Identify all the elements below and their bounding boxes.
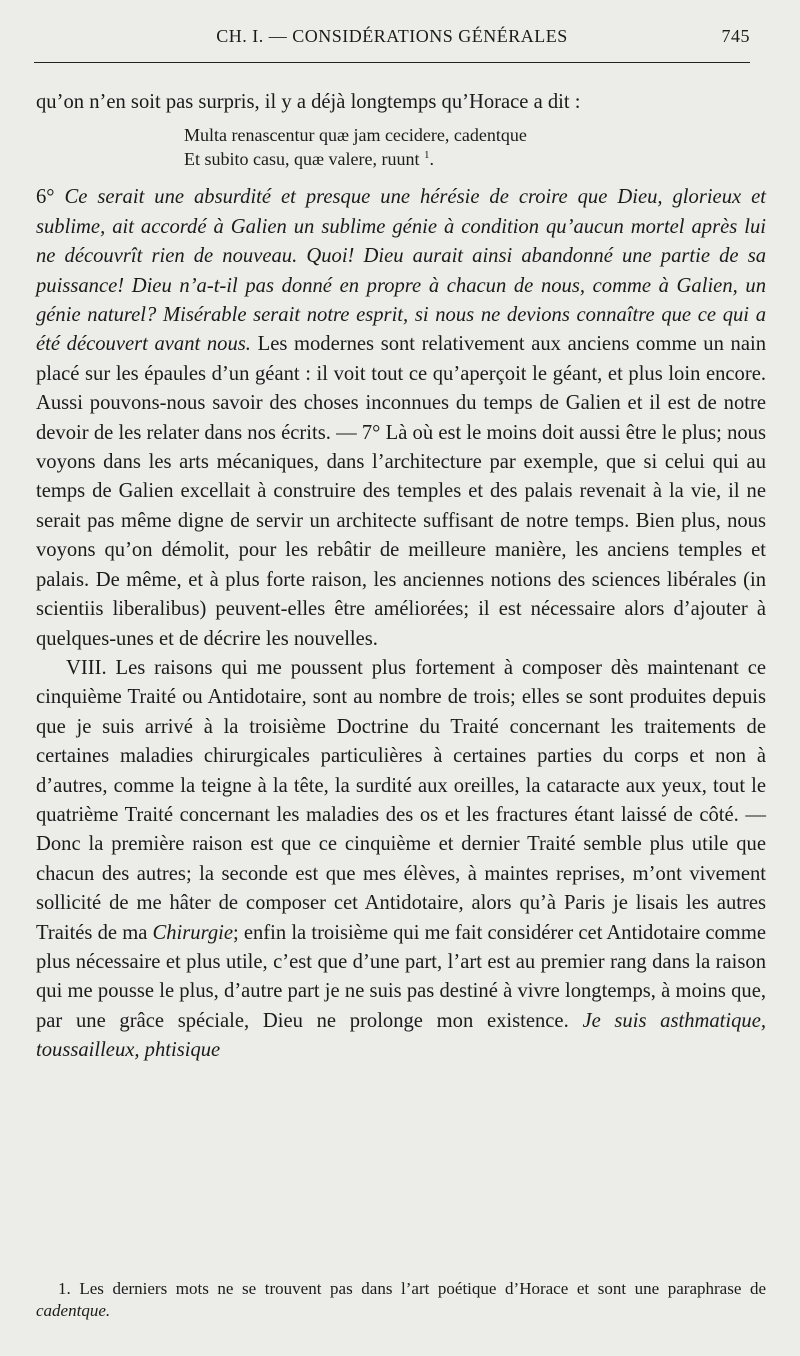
paragraph-2-rest: Les modernes sont relativement aux anciens comme un nain placé sur les épaules d’un géant : il voit tout ce qu’aperçoit le géant, et plus loin encore. Aussi pouvons-nous savoir des choses inconnues du temps de Galien et il est de notre devoir de les relater dans nos écrits. — 7° Là où est le moins doit aussi être le plus; nous voyons dans les arts mécaniques, dans l’architecture par exemple, que si celui qui au temps de Galien excellait à construire des temples et des palais revenait à la vie, il ne serait pas même digne de servir un architecte suffisant de notre temps. Bien plus, nous voyons qu’on démolit, pour les rebâtir de meilleure manière, les anciens temples et palais. De même, et à plus forte raison, les anciennes notions des sciences libérales (in scientiis liberalibus) peuvent-elles être améliorées; il est nécessaire alors d’ajouter à quelques-unes et de décrire les nouvelles.: [36, 333, 766, 650]
verse-line-1: Multa renascentur quæ jam cecidere, cadentque: [184, 125, 527, 146]
footnote-ref: 1: [423, 149, 430, 162]
running-header: [34, 26, 750, 54]
footnote-1: [36, 1278, 766, 1322]
main-text: [36, 88, 766, 1066]
header-rule: [34, 62, 750, 63]
paragraph-3-start: VIII. Les raisons qui me poussent plus fortement à composer dès maintenant ce cinquième Traité ou Antidotaire, sont au nombre de trois; elles se sont produites depuis que je suis arrivé à la troisième Doctrine du Traité concernant les traitements de certaines maladies chirurgicales particulières à certaines parties du corps et non à d’autres, comme la teigne à la tête, la surdité aux oreilles, la cataracte aux yeux, tout le quatrième Traité concernant les maladies des os et les fractures étant laissé de côté. — Donc la première raison est que ce cinquième et dernier Traité semble plus utile que chacun des autres; la seconde est que mes élèves, à maintes reprises, m’ont vivement sollicité de me hâter de composer cet Antidotaire, alors qu’à Paris je lisais les autres Traités de ma: [36, 656, 766, 944]
paragraph-1: qu’on n’en soit pas surpris, il y a déjà longtemps qu’Horace a dit :: [36, 91, 581, 113]
footnote-1-italic: cadentque.: [36, 1301, 111, 1320]
footnotes: [36, 1278, 766, 1322]
footnote-1-text: 1. Les derniers mots ne se trouvent pas dans l’art poétique d’Horace et sont une paraphrase de: [58, 1279, 766, 1298]
paragraph-2: [36, 183, 766, 654]
verse-line-2-text: Et subito casu, quæ valere, ruunt: [184, 149, 420, 170]
page-number: 745: [721, 26, 750, 46]
latin-verse: [184, 123, 766, 171]
paragraph-2-italic: Ce serait une absurdité et presque une hérésie de croire que Dieu, glorieux et sublime, ait accordé à Galien un sublime génie à condition qu’aucun mortel après lui ne découvrît rien de nouveau. Quoi! Dieu aurait ainsi abandonné une partie de sa puissance! Dieu n’a-t-il pas donné en propre à chacun de nous, comme à Galien, un génie naturel? Misérable serait notre esprit, si nous ne devions connaître que ce qui a été découvert avant nous.: [36, 186, 766, 356]
paragraph-3-mid: ; enfin la troisième qui me fait considérer cet Antidotaire comme plus nécessaire et plus utile, c’est que d’une part, l’art est au premier rang dans la raison qui me pousse le plus, d’autre part je ne suis pas destiné à vivre longtemps, à moins que, par une grâce spéciale, Dieu ne prolonge mon existence.: [36, 921, 766, 1032]
point-6-number: 6°: [36, 186, 55, 209]
paragraph-3-italic-end: Je suis asthmatique, toussailleux, phtisique: [36, 1009, 766, 1062]
chirurgie-title: Chirurgie: [152, 921, 233, 944]
paragraph-3: [36, 654, 766, 1066]
chapter-title: CH. I. — CONSIDÉRATIONS GÉNÉRALES: [216, 26, 568, 46]
verse-line-2: Et subito casu, quæ valere, ruunt $^1$.: [184, 149, 434, 170]
